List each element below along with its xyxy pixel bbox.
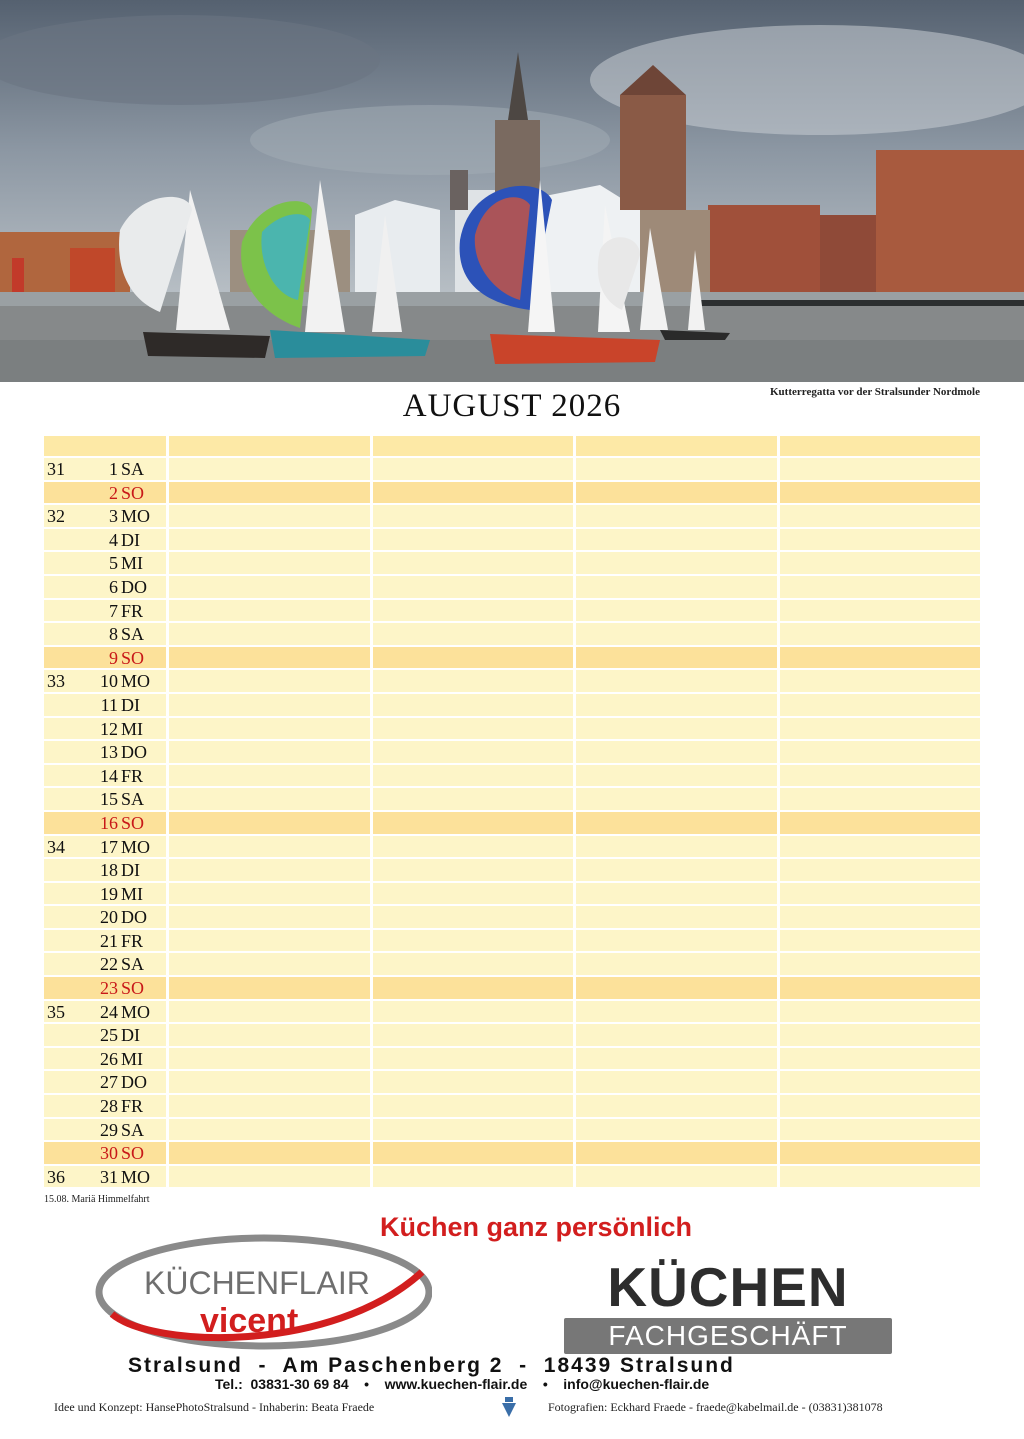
day-label-cell [44, 623, 166, 645]
day-of-week: MO [121, 506, 151, 527]
entry-cell-3[interactable] [576, 576, 777, 598]
entry-cell-1[interactable] [169, 505, 370, 527]
hanse-photo-icon [501, 1397, 517, 1422]
day-of-week: SO [121, 1143, 145, 1164]
entry-cell-4[interactable] [780, 977, 981, 999]
day-of-week: DI [121, 529, 140, 550]
day-number: 30 [100, 1143, 118, 1164]
day-number: 10 [100, 671, 118, 692]
day-number: 6 [109, 576, 118, 597]
entry-cell-4[interactable] [780, 623, 981, 645]
entry-cell-4[interactable] [780, 718, 981, 740]
entry-cell-4[interactable] [780, 482, 981, 504]
day-label-cell [44, 765, 166, 787]
day-label-cell [44, 458, 166, 480]
kuechen-fachgeschaeft-logo [560, 1258, 896, 1350]
day-of-week: DI [121, 694, 140, 715]
entry-cell-3[interactable] [576, 1071, 777, 1093]
day-number: 7 [109, 600, 118, 621]
entry-cell-4[interactable] [780, 1142, 981, 1164]
day-number: 20 [100, 907, 118, 928]
entry-cell-1[interactable] [169, 906, 370, 928]
entry-cell-1[interactable] [169, 1166, 370, 1188]
entry-cell-1[interactable] [169, 647, 370, 669]
entry-cell-3[interactable] [576, 906, 777, 928]
day-label-cell [44, 812, 166, 834]
entry-cell-2[interactable] [373, 505, 574, 527]
day-label-cell [44, 1142, 166, 1164]
entry-cell-2[interactable] [373, 670, 574, 692]
entry-cell-3[interactable] [576, 670, 777, 692]
day-of-week: SA [121, 624, 145, 645]
entry-cell-1[interactable] [169, 1095, 370, 1117]
day-number: 4 [109, 529, 118, 550]
kuechenflair-logo [92, 1232, 432, 1352]
entry-cell-4[interactable] [780, 859, 981, 881]
entry-cell-3[interactable] [576, 765, 777, 787]
calendar-day-row [44, 977, 980, 999]
entry-cell-3[interactable] [576, 552, 777, 574]
day-label-cell [44, 741, 166, 763]
entry-cell-1[interactable] [169, 788, 370, 810]
shop-address: Stralsund - Am Paschenberg 2 - 18439 Stralsund [128, 1354, 735, 1377]
day-label-cell [44, 1024, 166, 1046]
day-of-week: MI [121, 553, 143, 574]
day-of-week: DO [121, 576, 147, 597]
day-number: 17 [100, 836, 118, 857]
day-number: 26 [100, 1048, 118, 1069]
entry-cell-4[interactable] [780, 788, 981, 810]
entry-cell-4[interactable] [780, 552, 981, 574]
entry-cell-2[interactable] [373, 1142, 574, 1164]
day-of-week: FR [121, 1096, 144, 1117]
calendar-day-row [44, 1119, 980, 1141]
day-label-cell [44, 953, 166, 975]
week-number: 36 [47, 1166, 65, 1187]
entry-cell-1[interactable] [169, 953, 370, 975]
calendar-day-row [44, 765, 980, 787]
entry-cell-2[interactable] [373, 552, 574, 574]
calendar-day-row [44, 836, 980, 858]
day-of-week: SO [121, 647, 145, 668]
header-label-cell [44, 436, 166, 456]
entry-cell-4[interactable] [780, 600, 981, 622]
day-label-cell [44, 930, 166, 952]
entry-cell-3[interactable] [576, 1048, 777, 1070]
entry-cell-3[interactable] [576, 482, 777, 504]
day-of-week: DO [121, 742, 147, 763]
day-label-cell [44, 576, 166, 598]
entry-cell-4[interactable] [780, 953, 981, 975]
entry-cell-3[interactable] [576, 623, 777, 645]
day-number: 2 [109, 482, 118, 503]
entry-cell-3[interactable] [576, 458, 777, 480]
day-of-week: SA [121, 789, 145, 810]
day-label-cell [44, 505, 166, 527]
entry-cell-2[interactable] [373, 1095, 574, 1117]
entry-cell-4[interactable] [780, 1095, 981, 1117]
entry-cell-3[interactable] [576, 788, 777, 810]
calendar-day-row [44, 505, 980, 527]
day-label-cell [44, 647, 166, 669]
entry-cell-1[interactable] [169, 930, 370, 952]
entry-cell-3[interactable] [576, 505, 777, 527]
day-of-week: FR [121, 930, 144, 951]
entry-cell-3[interactable] [576, 812, 777, 834]
entry-cell-2[interactable] [373, 1024, 574, 1046]
calendar-day-row [44, 529, 980, 551]
day-number: 18 [100, 860, 118, 881]
entry-cell-2[interactable] [373, 1071, 574, 1093]
entry-cell-4[interactable] [780, 647, 981, 669]
entry-cell-3[interactable] [576, 1166, 777, 1188]
header-photo [0, 0, 1024, 382]
calendar-day-row [44, 576, 980, 598]
entry-cell-1[interactable] [169, 741, 370, 763]
entry-cell-2[interactable] [373, 458, 574, 480]
entry-cell-1[interactable] [169, 623, 370, 645]
day-number: 24 [100, 1001, 118, 1022]
day-of-week: MI [121, 883, 143, 904]
day-label-cell [44, 1048, 166, 1070]
entry-cell-1[interactable] [169, 859, 370, 881]
day-of-week: MO [121, 671, 151, 692]
day-label-cell [44, 670, 166, 692]
entry-cell-3[interactable] [576, 741, 777, 763]
calendar-day-row [44, 883, 980, 905]
entry-cell-2[interactable] [373, 1001, 574, 1023]
calendar-day-row [44, 1001, 980, 1023]
day-of-week: MI [121, 1048, 143, 1069]
calendar-day-row [44, 600, 980, 622]
day-label-cell [44, 529, 166, 551]
day-label-cell [44, 1095, 166, 1117]
entry-cell-2[interactable] [373, 1048, 574, 1070]
day-label-cell [44, 788, 166, 810]
entry-cell-1[interactable] [169, 1001, 370, 1023]
entry-cell-2[interactable] [373, 836, 574, 858]
logo-left-line1: KÜCHENFLAIR [144, 1265, 370, 1301]
entry-cell-2[interactable] [373, 1166, 574, 1188]
entry-cell-4[interactable] [780, 1119, 981, 1141]
logo-right-line1: KÜCHEN [607, 1256, 849, 1318]
day-label-cell [44, 552, 166, 574]
day-number: 5 [109, 553, 118, 574]
photo-caption: Kutterregatta vor der Stralsunder Nordmole [770, 386, 980, 398]
day-label-cell [44, 906, 166, 928]
day-label-cell [44, 859, 166, 881]
entry-cell-2[interactable] [373, 977, 574, 999]
day-label-cell [44, 836, 166, 858]
day-label-cell [44, 1001, 166, 1023]
ad-slogan: Küchen ganz persönlich [380, 1212, 693, 1242]
entry-cell-3[interactable] [576, 529, 777, 551]
day-number: 28 [100, 1096, 118, 1117]
day-label-cell [44, 482, 166, 504]
entry-cell-3[interactable] [576, 694, 777, 716]
entry-cell-4[interactable] [780, 812, 981, 834]
entry-cell-2[interactable] [373, 765, 574, 787]
week-number: 31 [47, 459, 65, 479]
entry-cell-1[interactable] [169, 1048, 370, 1070]
entry-cell-1[interactable] [169, 977, 370, 999]
entry-cell-2[interactable] [373, 906, 574, 928]
entry-cell-2[interactable] [373, 600, 574, 622]
entry-cell-1[interactable] [169, 812, 370, 834]
day-number: 1 [109, 459, 118, 479]
entry-cell-1[interactable] [169, 1119, 370, 1141]
day-number: 3 [109, 506, 118, 527]
entry-cell-2[interactable] [373, 1119, 574, 1141]
entry-cell-4[interactable] [780, 883, 981, 905]
logo-right-line2: FACHGESCHÄFT [564, 1318, 892, 1354]
entry-cell-3[interactable] [576, 1119, 777, 1141]
calendar-day-row [44, 552, 980, 574]
day-of-week: DI [121, 1025, 140, 1046]
entry-cell-3[interactable] [576, 1142, 777, 1164]
day-number: 29 [100, 1119, 118, 1140]
entry-cell-4[interactable] [780, 836, 981, 858]
day-number: 15 [100, 789, 118, 810]
entry-cell-1[interactable] [169, 600, 370, 622]
day-number: 25 [100, 1025, 118, 1046]
week-number: 32 [47, 506, 65, 527]
entry-cell-2[interactable] [373, 883, 574, 905]
day-of-week: DO [121, 1072, 147, 1093]
day-number: 31 [100, 1166, 118, 1187]
day-number: 12 [100, 718, 118, 739]
day-of-week: MO [121, 1001, 151, 1022]
entry-cell-1[interactable] [169, 694, 370, 716]
entry-cell-4[interactable] [780, 576, 981, 598]
credits-concept: Idee und Konzept: HansePhotoStralsund - Inhaberin: Beata Fraede [54, 1400, 375, 1414]
day-of-week: DI [121, 860, 140, 881]
calendar-day-row [44, 930, 980, 952]
calendar-day-row [44, 859, 980, 881]
day-label-cell [44, 883, 166, 905]
calendar-day-row [44, 741, 980, 763]
entry-cell-3[interactable] [576, 953, 777, 975]
day-number: 19 [100, 883, 118, 904]
entry-cell-4[interactable] [780, 458, 981, 480]
calendar-day-row [44, 906, 980, 928]
entry-cell-3[interactable] [576, 1095, 777, 1117]
day-of-week: SO [121, 482, 145, 503]
day-number: 14 [100, 765, 118, 786]
day-of-week: MI [121, 718, 143, 739]
shop-contact: Tel.: 03831-30 69 84 • www.kuechen-flair.de • info@kuechen-flair.de [215, 1376, 710, 1392]
entry-cell-3[interactable] [576, 930, 777, 952]
entry-cell-3[interactable] [576, 859, 777, 881]
calendar-day-row [44, 694, 980, 716]
day-of-week: SA [121, 954, 145, 975]
calendar-day-row [44, 953, 980, 975]
entry-cell-2[interactable] [373, 953, 574, 975]
calendar-day-row [44, 1048, 980, 1070]
day-of-week: FR [121, 600, 144, 621]
logo-left-line2: vicent [200, 1302, 299, 1340]
entry-cell-1[interactable] [169, 883, 370, 905]
entry-cell-1[interactable] [169, 836, 370, 858]
entry-cell-4[interactable] [780, 741, 981, 763]
entry-cell-3[interactable] [576, 718, 777, 740]
entry-cell-3[interactable] [576, 600, 777, 622]
entry-cell-1[interactable] [169, 1024, 370, 1046]
entry-cell-2[interactable] [373, 529, 574, 551]
calendar-day-row [44, 1024, 980, 1046]
header-column-4 [780, 436, 981, 456]
calendar-day-row [44, 788, 980, 810]
entry-cell-4[interactable] [780, 1166, 981, 1188]
day-of-week: DO [121, 907, 147, 928]
day-number: 13 [100, 742, 118, 763]
entry-cell-2[interactable] [373, 859, 574, 881]
entry-cell-2[interactable] [373, 623, 574, 645]
entry-cell-1[interactable] [169, 552, 370, 574]
credits-photography: Fotografien: Eckhard Fraede - fraede@kabelmail.de - (03831)381078 [548, 1400, 883, 1414]
day-number: 27 [100, 1072, 118, 1093]
entry-cell-1[interactable] [169, 718, 370, 740]
day-number: 8 [109, 624, 118, 645]
entry-cell-4[interactable] [780, 765, 981, 787]
entry-cell-4[interactable] [780, 1071, 981, 1093]
calendar-day-row [44, 718, 980, 740]
day-of-week: SO [121, 812, 145, 833]
entry-cell-4[interactable] [780, 529, 981, 551]
calendar-day-row [44, 670, 980, 692]
day-number: 21 [100, 930, 118, 951]
day-of-week: SO [121, 978, 145, 999]
entry-cell-2[interactable] [373, 741, 574, 763]
calendar-day-row [44, 812, 980, 834]
day-of-week: SA [121, 459, 145, 479]
entry-cell-3[interactable] [576, 647, 777, 669]
entry-cell-1[interactable] [169, 1071, 370, 1093]
entry-cell-1[interactable] [169, 482, 370, 504]
entry-cell-3[interactable] [576, 1024, 777, 1046]
week-number: 33 [47, 671, 65, 692]
day-of-week: MO [121, 1166, 151, 1187]
day-label-cell [44, 694, 166, 716]
day-label-cell [44, 1166, 166, 1188]
day-number: 22 [100, 954, 118, 975]
day-of-week: SA [121, 1119, 145, 1140]
entry-cell-4[interactable] [780, 694, 981, 716]
entry-cell-4[interactable] [780, 505, 981, 527]
entry-cell-4[interactable] [780, 930, 981, 952]
entry-cell-2[interactable] [373, 788, 574, 810]
entry-cell-2[interactable] [373, 694, 574, 716]
day-number: 9 [109, 647, 118, 668]
entry-cell-2[interactable] [373, 482, 574, 504]
calendar-day-row [44, 1071, 980, 1093]
holiday-note: 15.08. Mariä Himmelfahrt [44, 1194, 150, 1205]
day-of-week: FR [121, 765, 144, 786]
calendar-day-row [44, 1095, 980, 1117]
day-of-week: MO [121, 836, 151, 857]
entry-cell-1[interactable] [169, 576, 370, 598]
day-number: 16 [100, 812, 118, 833]
entry-cell-4[interactable] [780, 1048, 981, 1070]
entry-cell-1[interactable] [169, 529, 370, 551]
calendar-day-row [44, 1166, 980, 1188]
entry-cell-3[interactable] [576, 977, 777, 999]
month-title: AUGUST 2026 [402, 388, 622, 424]
entry-cell-2[interactable] [373, 576, 574, 598]
entry-cell-2[interactable] [373, 812, 574, 834]
calendar-day-row [44, 458, 980, 480]
calendar-grid [44, 436, 980, 1189]
entry-cell-1[interactable] [169, 670, 370, 692]
day-number: 11 [100, 694, 118, 715]
entry-cell-1[interactable] [169, 765, 370, 787]
day-label-cell [44, 600, 166, 622]
entry-cell-4[interactable] [780, 670, 981, 692]
entry-cell-2[interactable] [373, 647, 574, 669]
entry-cell-1[interactable] [169, 1142, 370, 1164]
entry-cell-3[interactable] [576, 836, 777, 858]
entry-cell-1[interactable] [169, 458, 370, 480]
calendar-day-row [44, 482, 980, 504]
header-column-1 [169, 436, 370, 456]
day-label-cell [44, 1071, 166, 1093]
entry-cell-4[interactable] [780, 1001, 981, 1023]
calendar-day-row [44, 623, 980, 645]
calendar-header-row [44, 436, 980, 456]
entry-cell-2[interactable] [373, 930, 574, 952]
entry-cell-4[interactable] [780, 906, 981, 928]
week-number: 35 [47, 1001, 65, 1022]
day-label-cell [44, 718, 166, 740]
entry-cell-3[interactable] [576, 883, 777, 905]
day-label-cell [44, 977, 166, 999]
entry-cell-3[interactable] [576, 1001, 777, 1023]
entry-cell-4[interactable] [780, 1024, 981, 1046]
week-number: 34 [47, 836, 65, 857]
header-column-3 [576, 436, 777, 456]
header-column-2 [373, 436, 574, 456]
entry-cell-2[interactable] [373, 718, 574, 740]
day-label-cell [44, 1119, 166, 1141]
calendar-day-row [44, 647, 980, 669]
day-number: 23 [100, 978, 118, 999]
calendar-day-row [44, 1142, 980, 1164]
